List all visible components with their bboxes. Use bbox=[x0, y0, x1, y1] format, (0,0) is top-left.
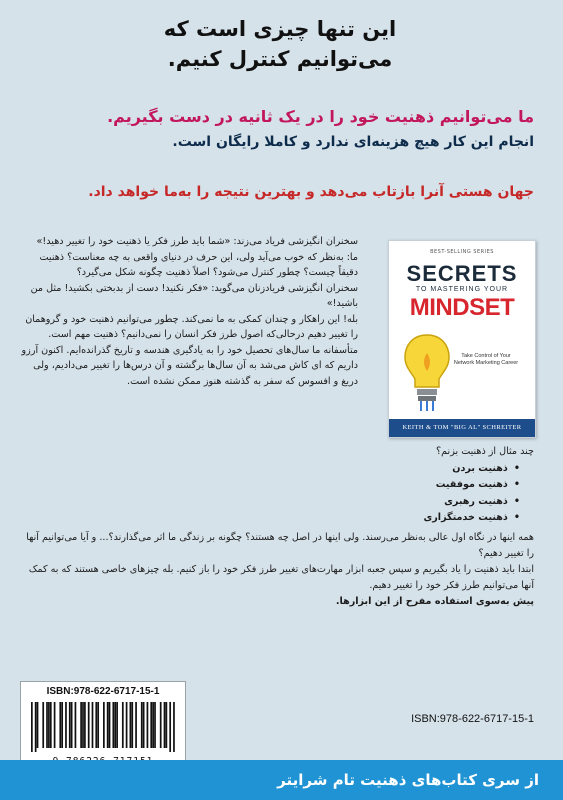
barcode-bars bbox=[31, 702, 175, 752]
barcode-bar bbox=[103, 702, 105, 748]
barcode-bar bbox=[84, 702, 86, 748]
list-item: • ذهنیت بردن bbox=[300, 461, 520, 478]
barcode-bar bbox=[65, 702, 67, 748]
lightbulb-icon bbox=[399, 331, 455, 413]
barcode-bar bbox=[59, 702, 61, 748]
list-item: • ذهنیت رهبری bbox=[300, 494, 520, 511]
headline bbox=[40, 14, 520, 74]
barcode-bar bbox=[54, 702, 56, 748]
footer-series-banner: از سری کتاب‌های ذهنیت تام شرایتر bbox=[0, 760, 563, 800]
barcode-bar bbox=[141, 702, 143, 748]
barcode-bar bbox=[95, 702, 97, 748]
body-bottom-paragraph-2: ابتدا باید ذهنیت را یاد بگیریم و سپس جعبه ابزار مهارت‌های تغییر طرز فکر خود را باز کنیم. بله چیزهای خاصی هستند که به کمک آنها می‌توانیم طرز فکر خود را تغییر دهیم. bbox=[28, 564, 534, 591]
barcode-bar bbox=[37, 702, 39, 748]
body-bottom-paragraph-3: پیش به‌سوی استفاده مفرح از این ابزارها. bbox=[335, 596, 534, 607]
barcode bbox=[20, 681, 186, 771]
barcode-bar bbox=[135, 702, 137, 748]
barcode-bar bbox=[88, 702, 90, 748]
body-top-paragraph: سخنران انگیزشی فریاد می‌زند: «شما باید طرز فکر یا ذهنیت خود را تغییر دهید!» bbox=[36, 236, 358, 247]
barcode-bar bbox=[46, 702, 48, 748]
book-tagline: Take Control of Your Network Marketing Career bbox=[453, 353, 519, 366]
book-title-secrets: SECRETS bbox=[406, 261, 518, 286]
barcode-isbn-label: ISBN:978-622-6717-15-1 bbox=[46, 686, 160, 697]
body-top-text bbox=[20, 234, 358, 389]
book-series-label: BEST-SELLING SERIES bbox=[430, 249, 494, 255]
barcode-bar bbox=[114, 702, 116, 748]
mindset-examples bbox=[300, 444, 534, 527]
body-top-paragraph: ما: به‌نظر که خوب می‌آید ولی، این حرف در دنیای واقعی به چه معناست؟ ذهنیت دقیقاً چیست؟ چطور کنترل می‌شود؟ اصلاً ذهنیت چگونه شکل می‌گیرد؟ bbox=[39, 251, 358, 278]
headline-line-1: این تنها چیزی است که bbox=[163, 17, 397, 41]
barcode-bar bbox=[169, 702, 171, 752]
barcode-bar bbox=[147, 702, 149, 748]
barcode-bar bbox=[71, 702, 73, 748]
barcode-bar bbox=[112, 702, 114, 748]
isbn-text: ISBN:978-622-6717-15-1 bbox=[411, 713, 534, 725]
body-top-paragraph: سخنران انگیزشی فریادزنان می‌گوید: «فکر نکنید! دست از بدبختی بکشید! مثل من باشید!» bbox=[30, 282, 358, 309]
list-item: • ذهنیت خدمتگزاری bbox=[300, 510, 520, 527]
barcode-bar bbox=[154, 702, 156, 748]
body-top-paragraph: بله! این راهکار و چندان کمکی به ما نمی‌کند. چطور می‌توانیم ذهنیت خود و گروهمان را تغییر دهیم درحالی‌که اصول طرز فکر انسان را نمی‌دانیم؟ ذهنیت مهم است. متأسفانه ما سال‌های تحصیل خود را به یادگیری هندسه و تاریخ گذرانده‌ایم. اکنون آرزو داریم که ای کاش می‌شد به آن سال‌ها برگشته و آن درس‌ها را تغییر می‌دادیم، ولی دریغ و افسوس که سفر به گذشته هنوز ممکن نشده است. bbox=[21, 313, 358, 387]
barcode-bar bbox=[130, 702, 132, 748]
barcode-bar bbox=[35, 702, 37, 752]
intro-red-line: جهان هستی آنرا بازتاب می‌دهد و بهترین نتیجه را به‌ما خواهد داد. bbox=[88, 184, 534, 200]
barcode-bar bbox=[116, 702, 118, 748]
barcode-bar bbox=[122, 702, 124, 748]
book-title-mindset: MINDSET bbox=[409, 294, 515, 321]
barcode-bar bbox=[69, 702, 71, 748]
intro-dark-line: انجام این کار هیچ هزینه‌ای ندارد و کاملا رایگان است. bbox=[172, 134, 534, 150]
list-item: • ذهنیت موفقیت bbox=[300, 477, 520, 494]
barcode-bar bbox=[160, 702, 162, 748]
barcode-bar bbox=[42, 702, 44, 748]
intro-magenta-line: ما می‌توانیم ذهنیت خود را در یک ثانیه در دست بگیریم. bbox=[107, 107, 534, 126]
barcode-bar bbox=[75, 702, 77, 748]
barcode-bar bbox=[80, 702, 82, 748]
barcode-bar bbox=[166, 702, 168, 748]
barcode-bar bbox=[131, 702, 133, 748]
book-title-subline: TO MASTERING YOUR bbox=[415, 286, 509, 293]
barcode-bar bbox=[126, 702, 128, 748]
body-bottom-paragraph-1: همه اینها در نگاه اول عالی به‌نظر می‌رسند. ولی اینها در اصل چه هستند؟ چگونه بر زندگی ما اثر می‌گذارند؟... و آیا می‌توانیم آنها را تغییر دهیم؟ bbox=[26, 532, 534, 559]
book-cover-image bbox=[388, 240, 536, 438]
barcode-bar bbox=[82, 702, 84, 748]
barcode-bar bbox=[50, 702, 52, 748]
barcode-bar bbox=[92, 702, 94, 748]
barcode-bar bbox=[107, 702, 109, 748]
barcode-bar bbox=[31, 702, 33, 752]
barcode-bar bbox=[150, 702, 152, 748]
barcode-bar bbox=[48, 702, 50, 748]
list-lead: چند مثال از ذهنیت بزنم؟ bbox=[436, 446, 534, 457]
book-authors: KEITH & TOM "BIG AL" SCHREITER bbox=[389, 419, 535, 437]
mindset-list bbox=[300, 461, 534, 527]
barcode-bar bbox=[143, 702, 145, 748]
barcode-bar bbox=[152, 702, 154, 748]
barcode-bar bbox=[164, 702, 166, 748]
barcode-bar bbox=[173, 702, 175, 752]
headline-line-2: می‌توانیم کنترل کنیم. bbox=[167, 47, 393, 71]
barcode-bar bbox=[61, 702, 63, 748]
barcode-bar bbox=[109, 702, 111, 748]
barcode-bar bbox=[97, 702, 99, 748]
body-bottom-text bbox=[20, 530, 534, 610]
